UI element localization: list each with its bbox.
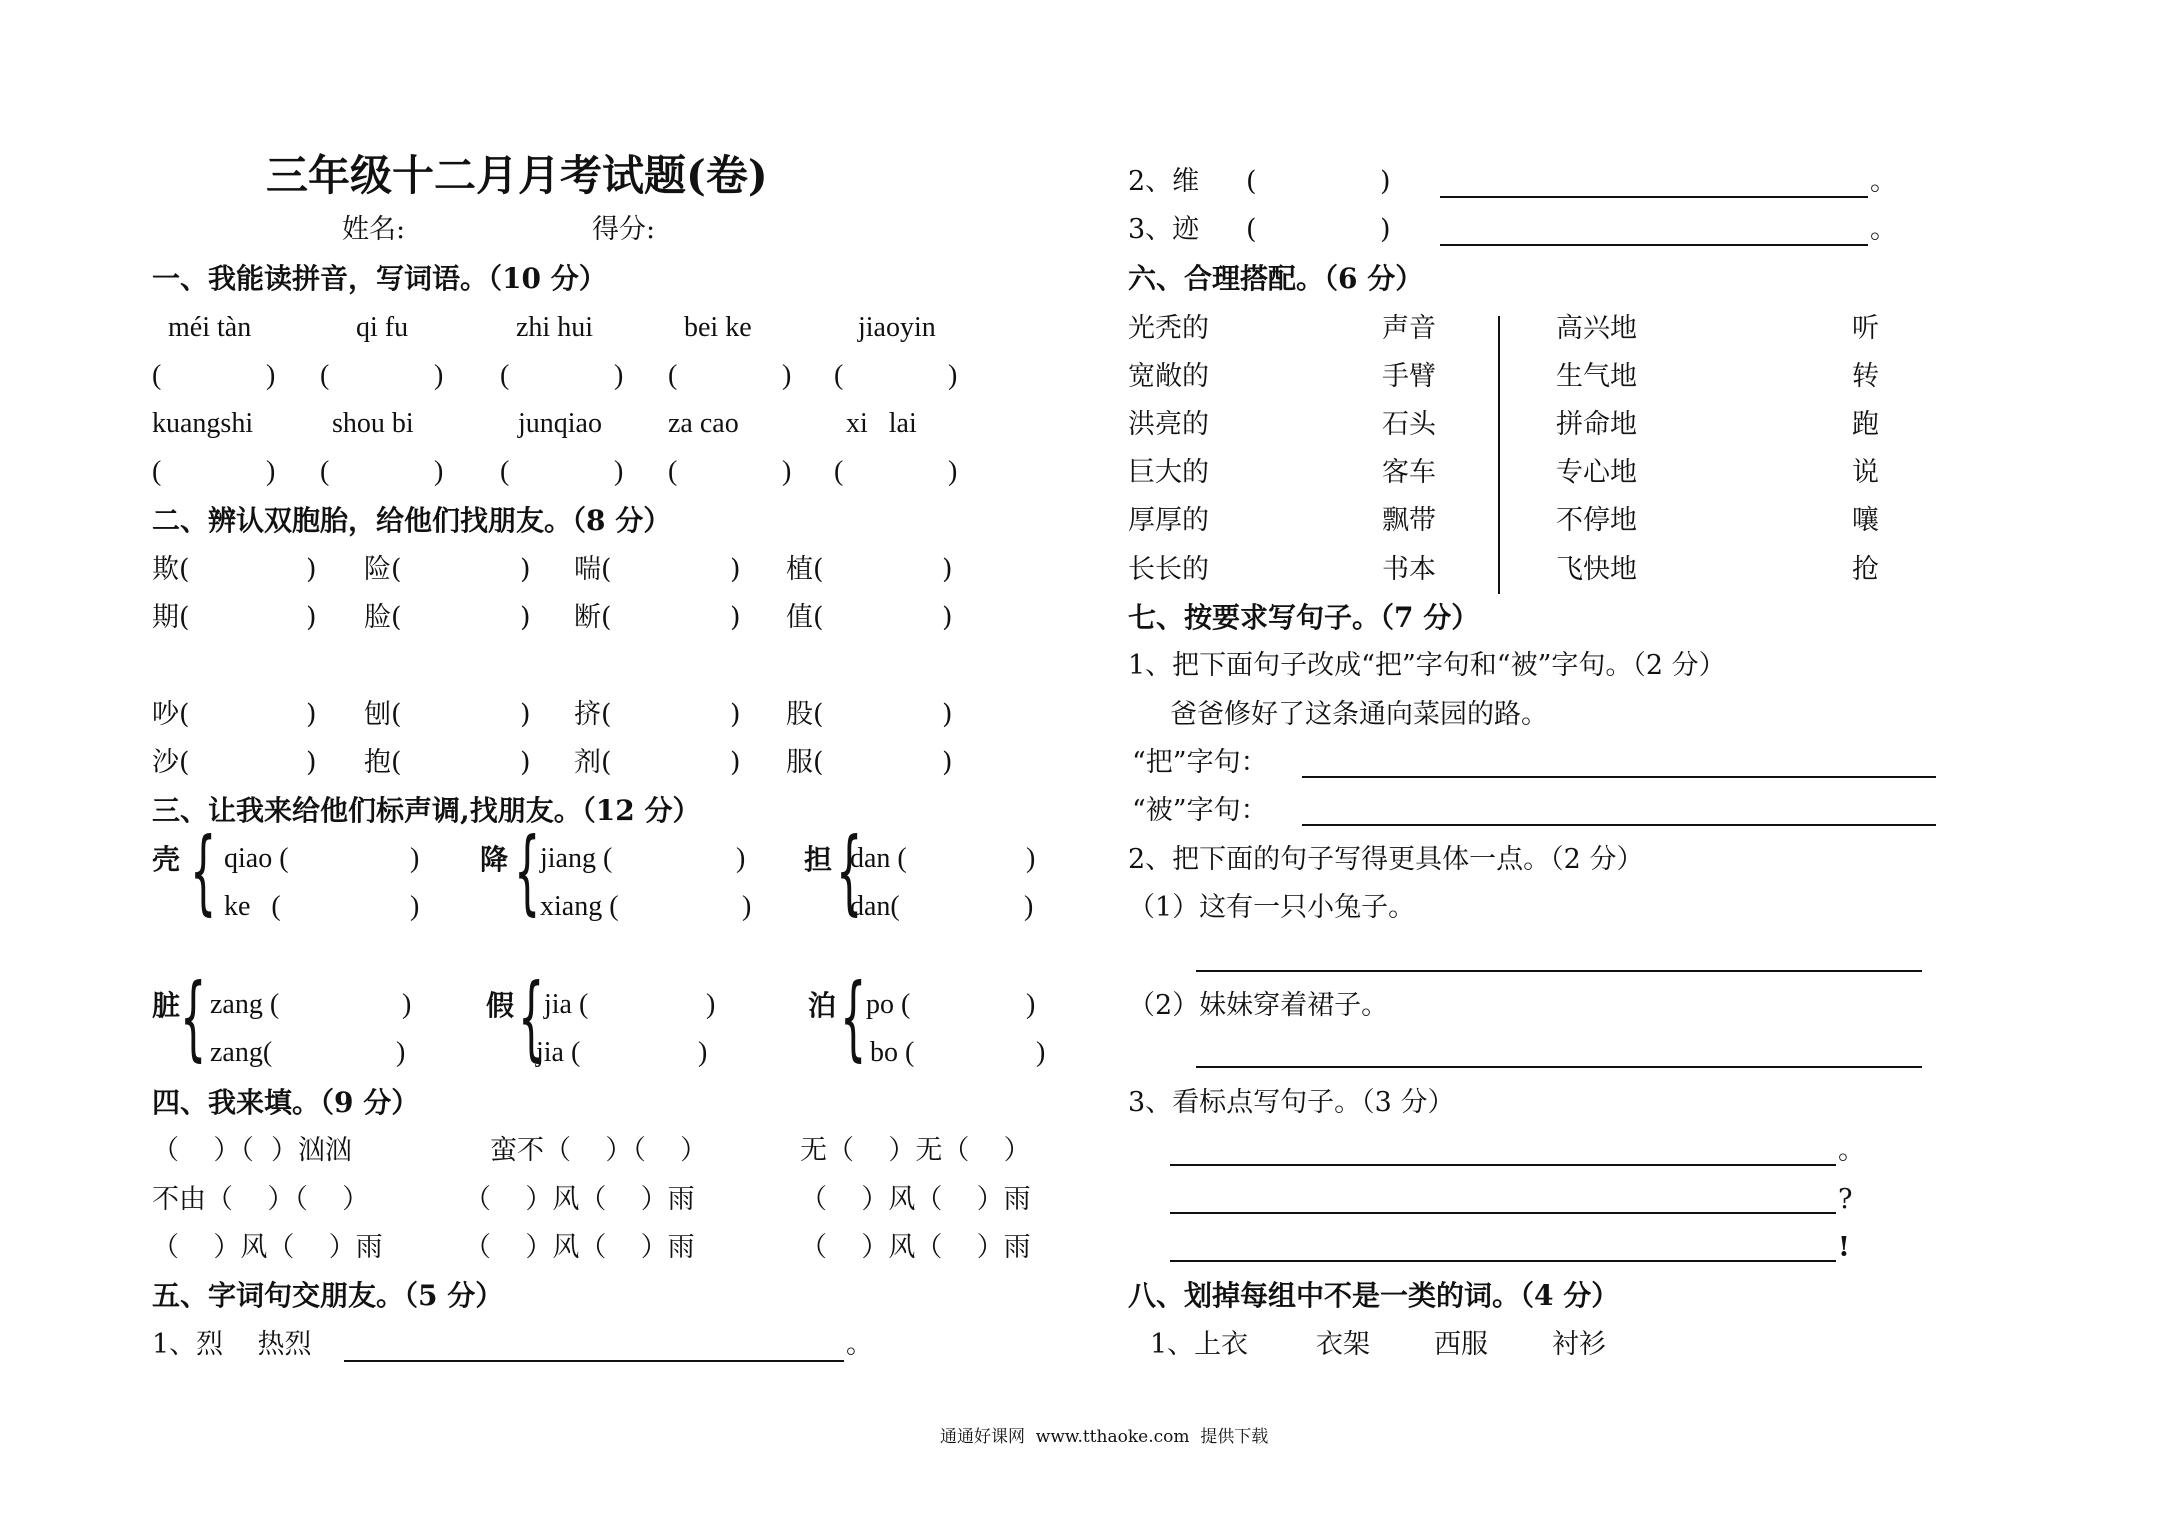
punctuation-mark: ! [1838,1232,1850,1263]
match-item[interactable]: 巨大的 [1128,457,1209,488]
brace-icon: { [518,964,545,1071]
pinyin: za cao [668,408,739,439]
pinyin: méi tàn [168,312,252,343]
match-item[interactable]: 客车 [1382,457,1436,488]
section-1-heading: 一、我能读拼音，写词语。（10 分） [152,262,607,295]
close-paren: ) [730,747,741,778]
match-item[interactable]: 洪亮的 [1128,409,1209,440]
page-title: 三年级十二月月考试题(卷) [266,151,768,200]
match-item[interactable]: 生气地 [1556,361,1637,392]
close-paren: ) [942,747,953,778]
close-paren: ) [306,699,317,730]
pinyin: jiaoyin [858,312,936,343]
match-item[interactable]: 宽敞的 [1128,361,1209,392]
char-blank[interactable]: 喘( [574,554,612,585]
polyphone-char: 假 [486,989,515,1022]
open-paren[interactable]: ( [1246,166,1257,197]
char-blank[interactable]: 欺( [152,554,190,585]
idiom-blank[interactable]: （ ）风（ ）雨 [800,1184,1031,1215]
match-item[interactable]: 转 [1852,361,1879,392]
close-paren: ) [706,989,716,1020]
idiom-blank[interactable]: （ ）风（ ）雨 [464,1232,695,1263]
answer-blank[interactable]: ( [834,360,844,391]
match-item[interactable]: 书本 [1382,554,1436,585]
close-paren: ) [306,747,317,778]
match-item[interactable]: 声音 [1382,313,1436,344]
close-paren: ) [942,554,953,585]
brace-icon: { [836,818,863,925]
char-blank[interactable]: 剂( [574,747,612,778]
answer-blank: ) [266,360,276,391]
answer-line[interactable] [344,1360,844,1362]
answer-blank[interactable]: ( [834,456,844,487]
char-blank[interactable]: 抱( [364,747,402,778]
answer-line[interactable] [1170,1164,1836,1166]
match-item[interactable]: 听 [1852,313,1879,344]
polyphone-char: 壳 [152,843,181,876]
pinyin: xi lai [846,408,917,439]
section-6-heading: 六、合理搭配。（6 分） [1128,262,1424,295]
section-2-heading: 二、辨认双胞胎，给他们找朋友。（8 分） [152,504,672,537]
period: 。 [846,1329,873,1360]
answer-blank[interactable]: ( [668,456,678,487]
period: 。 [1870,166,1897,197]
question-2a: （1）这有一只小兔子。 [1128,892,1416,923]
close-paren: ) [730,699,741,730]
answer-line[interactable] [1170,1212,1836,1214]
word-option[interactable]: 衬衫 [1552,1329,1606,1360]
answer-line[interactable] [1440,196,1868,198]
idiom-blank[interactable]: （ ）风（ ）雨 [152,1232,383,1263]
section-8-heading: 八、划掉每组中不是一类的词。（4 分） [1128,1279,1620,1312]
close-paren: ) [1036,1037,1046,1068]
pinyin-blank[interactable]: qiao ( [224,843,289,874]
char-blank[interactable]: 挤( [574,699,612,730]
question-2: 2、把下面的句子写得更具体一点。（2 分） [1128,844,1644,875]
char-blank[interactable]: 期( [152,602,190,633]
pinyin-blank[interactable]: ke ( [224,891,281,922]
match-item[interactable]: 抢 [1852,554,1879,585]
close-paren: ) [520,602,531,633]
char-blank[interactable]: 服( [786,747,824,778]
match-item[interactable]: 拼命地 [1556,409,1637,440]
match-item[interactable]: 专心地 [1556,457,1637,488]
close-paren: ) [520,554,531,585]
close-paren: ) [730,602,741,633]
close-paren: ) [1024,891,1034,922]
question-1: 1、把下面句子改成“把”字句和“被”字句。（2 分） [1128,650,1726,681]
close-paren: ) [1026,843,1036,874]
char-blank[interactable]: 值( [786,602,824,633]
close-paren: ) [1380,214,1391,245]
close-paren: ) [942,699,953,730]
polyphone-char: 脏 [152,989,181,1022]
match-item[interactable]: 不停地 [1556,505,1637,536]
match-item[interactable]: 高兴地 [1556,313,1637,344]
idiom-blank[interactable]: 蛮不（ ）（ ） [490,1135,708,1166]
question-3: 3、看标点写句子。（3 分） [1128,1087,1455,1118]
answer-blank: ) [614,456,624,487]
word-item-label: 3、迹 [1128,214,1200,245]
polyphone-char: 泊 [808,989,837,1022]
answer-blank[interactable]: ( [320,360,330,391]
pinyin-blank[interactable]: jia ( [544,989,589,1020]
pinyin: kuangshi [152,408,254,439]
close-paren: ) [942,602,953,633]
answer-blank: ) [782,456,792,487]
pinyin: zhi hui [516,312,593,343]
pinyin: junqiao [518,408,602,439]
answer-blank[interactable]: ( [500,360,510,391]
match-item[interactable]: 飞快地 [1556,554,1637,585]
brace-icon: { [180,964,207,1071]
bei-answer-line[interactable] [1302,824,1936,826]
answer-blank: ) [948,456,958,487]
close-paren: ) [730,554,741,585]
source-sentence: 爸爸修好了这条通向菜园的路。 [1170,699,1548,730]
close-paren: ) [410,843,420,874]
pinyin-blank[interactable]: dan( [850,891,900,922]
punctuation-mark: ? [1838,1184,1853,1215]
ba-answer-line[interactable] [1302,776,1936,778]
word-option[interactable]: 1、上衣 [1150,1329,1249,1360]
pinyin-blank[interactable]: dan ( [850,843,907,874]
answer-line[interactable] [1196,970,1922,972]
char-blank[interactable]: 险( [364,554,402,585]
answer-blank: ) [434,360,444,391]
idiom-blank[interactable]: （ ）风（ ）雨 [800,1232,1031,1263]
name-label: 姓名: [342,214,406,245]
match-item[interactable]: 说 [1852,457,1879,488]
answer-blank[interactable]: ( [500,456,510,487]
idiom-blank[interactable]: （ ）（ ）汹汹 [152,1135,352,1166]
close-paren: ) [402,989,412,1020]
answer-blank: ) [782,360,792,391]
punctuation-mark: 。 [1838,1135,1865,1166]
section-5-heading: 五、字词句交朋友。（5 分） [152,1279,504,1312]
answer-line[interactable] [1170,1260,1836,1262]
close-paren: ) [396,1037,406,1068]
pinyin: qi fu [356,312,409,343]
pinyin-blank[interactable]: xiang ( [540,891,619,922]
idiom-blank[interactable]: 不由（ ）（ ） [152,1184,370,1215]
answer-line[interactable] [1440,244,1868,246]
char-blank[interactable]: 刨( [364,699,402,730]
word-option[interactable]: 衣架 [1316,1329,1370,1360]
match-item[interactable]: 厚厚的 [1128,505,1209,536]
polyphone-char: 降 [480,843,509,876]
brace-icon: { [840,964,867,1071]
char-blank[interactable]: 植( [786,554,824,585]
match-item[interactable]: 长长的 [1128,554,1209,585]
close-paren: ) [698,1037,708,1068]
bei-sentence-label: “被”字句： [1132,795,1268,826]
answer-blank: ) [434,456,444,487]
close-paren: ) [736,843,746,874]
answer-blank: ) [948,360,958,391]
match-item[interactable]: 手臂 [1382,361,1436,392]
section-4-heading: 四、我来填。（9 分） [152,1086,420,1119]
answer-blank[interactable]: ( [152,456,162,487]
answer-blank: ) [266,456,276,487]
idiom-blank[interactable]: 无（ ）无（ ） [800,1135,1031,1166]
word-option[interactable]: 西服 [1434,1329,1488,1360]
word-item-label: 1、烈 热烈 [152,1329,312,1360]
close-paren: ) [306,602,317,633]
period: 。 [1870,214,1897,245]
char-blank[interactable]: 吵( [152,699,190,730]
match-item[interactable]: 飘带 [1382,505,1436,536]
pinyin-blank[interactable]: bo ( [870,1037,915,1068]
pinyin-blank[interactable]: jiang ( [540,843,613,874]
word-item-label: 2、维 [1128,166,1200,197]
footer-credit: 通通好课网 www.tthaoke.com 提供下载 [940,1427,1269,1447]
char-blank[interactable]: 脸( [364,602,402,633]
section-3-heading: 三、让我来给他们标声调,找朋友。（12 分） [152,794,701,827]
close-paren: ) [742,891,752,922]
brace-icon: { [514,818,541,925]
pinyin-blank[interactable]: zang ( [210,989,280,1020]
close-paren: ) [520,699,531,730]
pinyin-blank[interactable]: jia ( [536,1037,581,1068]
match-item[interactable]: 光秃的 [1128,313,1209,344]
polyphone-char: 担 [804,843,833,876]
brace-icon: { [190,818,217,925]
answer-blank[interactable]: ( [320,456,330,487]
match-item[interactable]: 嚷 [1852,505,1879,536]
close-paren: ) [306,554,317,585]
pinyin-blank[interactable]: zang( [210,1037,273,1068]
char-blank[interactable]: 股( [786,699,824,730]
answer-blank[interactable]: ( [152,360,162,391]
close-paren: ) [1380,166,1391,197]
question-2b: （2）妹妹穿着裙子。 [1128,990,1389,1021]
section-7-heading: 七、按要求写句子。（7 分） [1128,601,1480,634]
ba-sentence-label: “把”字句： [1132,747,1268,778]
divider-line [1498,316,1500,594]
pinyin: shou bi [332,408,414,439]
char-blank[interactable]: 断( [574,602,612,633]
score-label: 得分: [592,214,656,245]
pinyin-blank[interactable]: po ( [866,989,911,1020]
match-item[interactable]: 石头 [1382,409,1436,440]
close-paren: ) [410,891,420,922]
pinyin: bei ke [684,312,752,343]
idiom-blank[interactable]: （ ）风（ ）雨 [464,1184,695,1215]
match-item[interactable]: 跑 [1852,409,1879,440]
char-blank[interactable]: 沙( [152,747,190,778]
close-paren: ) [1026,989,1036,1020]
answer-blank: ) [614,360,624,391]
answer-blank[interactable]: ( [668,360,678,391]
open-paren[interactable]: ( [1246,214,1257,245]
answer-line[interactable] [1196,1066,1922,1068]
close-paren: ) [520,747,531,778]
